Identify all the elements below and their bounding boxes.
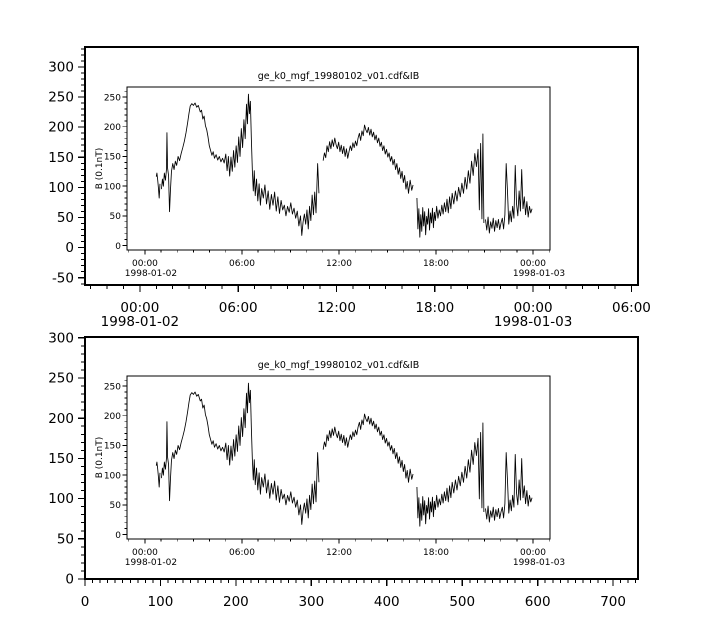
panel-bottom-series-IB [156,383,532,526]
outer-y-tick-label: 0 [65,240,74,257]
inner-y-axis-bottom [104,380,127,541]
outer-x-axis-top [91,285,651,330]
outer-x-tick-label: 700 [600,594,626,610]
series-line-segment [156,173,160,198]
inner-x-tick-label: 06:00 [229,548,255,558]
outer-y-tick-label: 50 [56,210,74,227]
inner-y-tick-label: 250 [103,93,121,104]
outer-y-tick-label: 250 [48,89,74,106]
inner-x-tick-label: 00:00 [520,548,546,558]
outer-y-tick-label: 200 [48,119,74,136]
outer-y-tick-label: 200 [48,410,74,427]
outer-y-tick-label: 100 [48,491,74,508]
inner-x-tick-label: 06:00 [229,259,255,269]
outer-x-date-label: 1998-01-03 [493,314,573,330]
inner-y-tick-label: 200 [103,411,121,422]
outer-y-axis-bottom [48,330,85,587]
panel-top-series-IB [156,94,532,237]
inner-x-tick-label: 18:00 [423,259,449,269]
outer-x-axis-bottom [81,579,636,610]
outer-y-tick-label: 100 [48,179,74,196]
series-line-segment [161,94,318,235]
series-line-segment [323,125,413,193]
inner-x-tick-label: 00:00 [520,259,546,269]
outer-x-tick-label: 300 [298,594,325,610]
inner-x-tick-label: 12:00 [326,259,352,269]
outer-y-tick-label: -50 [51,270,74,287]
inner-x-axis-top [125,250,565,279]
inner-y-tick-label: 100 [103,182,121,193]
inner-x-tick-label: 00:00 [131,259,158,269]
outer-x-date-label: 1998-01-02 [100,314,180,330]
outer-y-tick-label: 300 [48,59,74,76]
inner-y-axis-label: B (0.1nT) [95,436,105,479]
outer-x-tick-label: 600 [524,594,551,610]
inner-x-date-label: 1998-01-03 [512,269,566,279]
inner-x-axis-bottom [125,539,565,568]
panel-top-embedded-chart [95,71,565,279]
inner-x-tick-label: 18:00 [423,548,449,558]
outer-x-tick-label: 18:00 [415,300,455,316]
series-line-segment [161,383,318,524]
outer-x-tick-label: 00:00 [513,300,553,316]
inner-y-tick-label: 200 [103,122,121,133]
outer-x-tick-label: 400 [373,594,400,610]
inner-y-tick-label: 50 [109,501,121,512]
inner-y-tick-label: 100 [103,471,121,482]
inner-y-tick-label: 150 [103,152,121,163]
inner-chart-title: ge_k0_mgf_19980102_v01.cdf&IB [257,360,420,371]
outer-y-tick-label: 50 [56,531,74,548]
outer-y-tick-label: 0 [65,571,74,588]
outer-x-tick-label: 100 [147,594,174,610]
outer-x-tick-label: 06:00 [218,300,258,316]
outer-x-tick-label: 0 [80,594,90,610]
outer-x-tick-label: 12:00 [317,300,356,316]
series-line-segment [156,462,160,487]
series-line-segment [485,453,532,522]
inner-chart-title: ge_k0_mgf_19980102_v01.cdf&IB [257,71,420,82]
series-line-segment [485,164,532,233]
outer-y-tick-label: 250 [48,370,74,387]
series-line-segment [417,134,484,237]
series-line-segment [417,423,484,526]
outer-y-axis-top [48,49,85,287]
inner-x-date-label: 1998-01-02 [124,558,178,568]
inner-y-axis-top [104,91,127,252]
outer-y-tick-label: 300 [48,330,74,347]
inner-y-tick-label: 0 [115,241,121,252]
inner-x-tick-label: 12:00 [326,548,352,558]
inner-y-tick-label: 0 [115,530,121,541]
inner-y-tick-label: 150 [103,441,121,452]
outer-y-tick-label: 150 [48,451,74,467]
series-line-segment [323,414,413,482]
panel-top-outer-axes [48,47,651,330]
outer-x-tick-label: 06:00 [611,300,651,316]
inner-x-date-label: 1998-01-03 [512,558,566,568]
outer-x-tick-label: 200 [222,594,249,610]
panel-bottom-embedded-chart [95,360,565,568]
outer-x-tick-label: 00:00 [120,300,160,316]
inner-y-tick-label: 250 [103,382,121,393]
inner-y-axis-label: B (0.1nT) [95,147,105,190]
inner-x-tick-label: 00:00 [131,548,158,558]
inner-x-date-label: 1998-01-02 [124,269,178,279]
outer-y-tick-label: 150 [48,149,74,166]
inner-y-tick-label: 50 [109,212,121,223]
outer-x-tick-label: 500 [449,594,476,610]
